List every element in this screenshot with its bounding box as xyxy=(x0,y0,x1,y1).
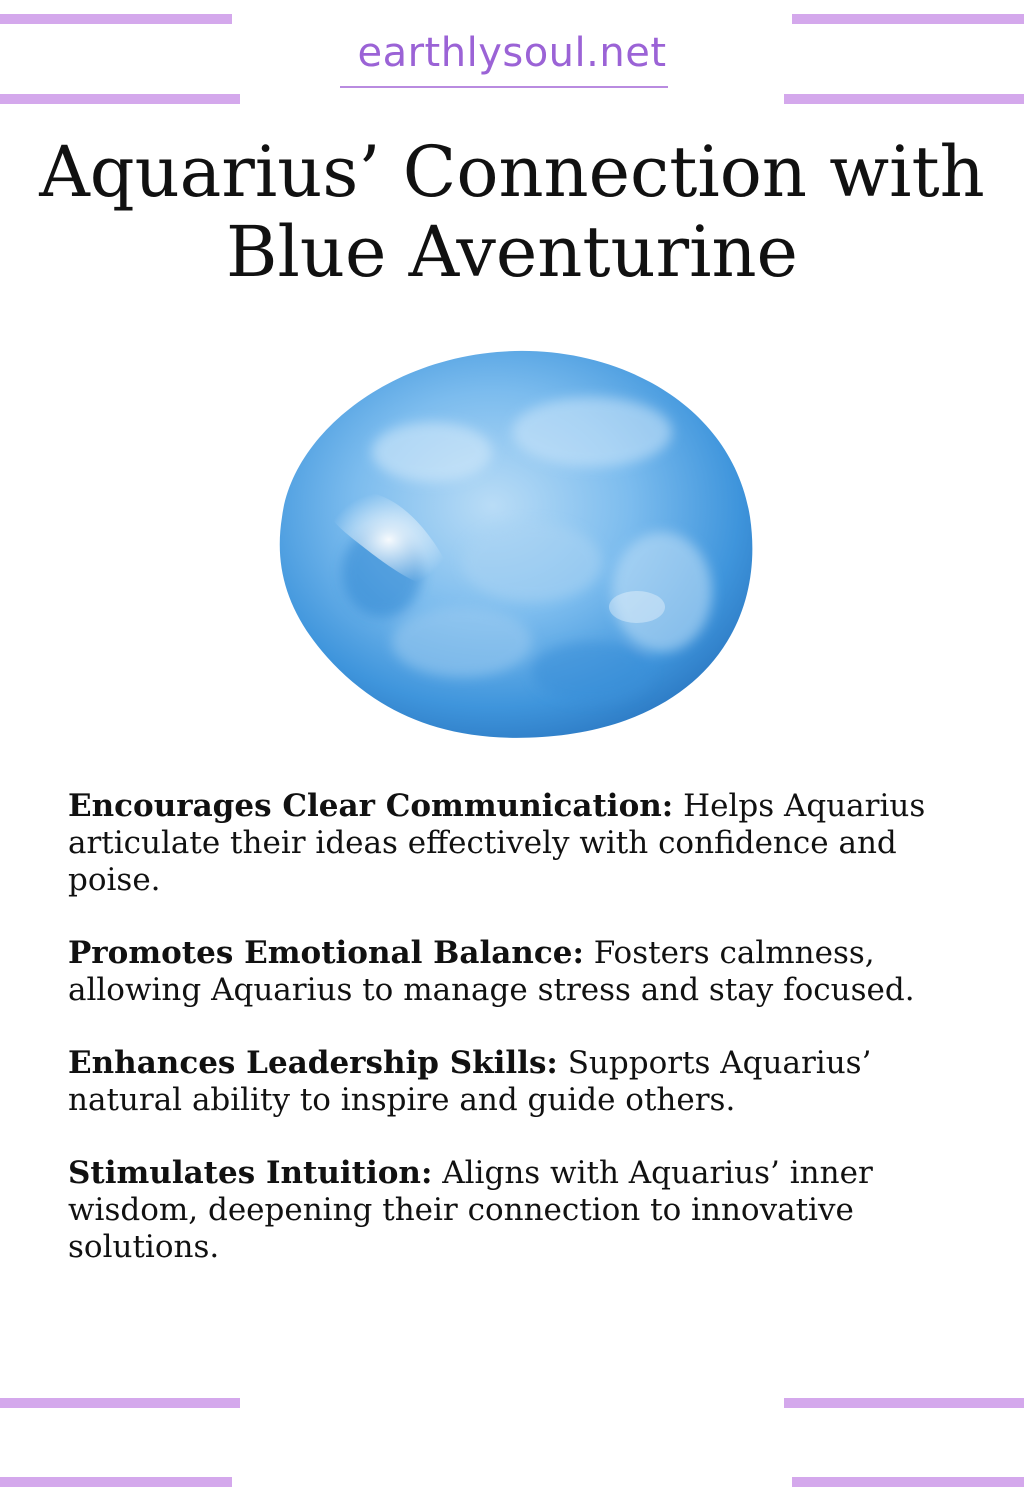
list-item xyxy=(68,1045,968,1119)
decor-bar-top-right-upper xyxy=(792,14,1024,24)
point-text: Fosters calmness, allowing Aquarius to manage stress and stay focused. xyxy=(68,935,915,1008)
brand-logo: earthlysoul.net xyxy=(357,30,667,76)
decor-bar-bottom-left-lower xyxy=(0,1477,232,1487)
point-heading: Promotes Emotional Balance: xyxy=(68,935,584,971)
list-item xyxy=(68,935,968,1009)
point-heading: Encourages Clear Communication: xyxy=(68,788,674,824)
blue-aventurine-stone-icon xyxy=(262,342,762,752)
decor-bar-top-left-lower xyxy=(0,94,240,104)
list-item xyxy=(68,1155,968,1266)
point-heading: Stimulates Intuition: xyxy=(68,1155,433,1191)
decor-bar-bottom-left-upper xyxy=(0,1398,240,1408)
title-line-2: Blue Aventurine xyxy=(226,211,798,293)
point-text: Aligns with Aquarius’ inner wisdom, deepening their connection to innovative solutions. xyxy=(68,1155,873,1265)
page-title xyxy=(20,132,1004,292)
decor-bar-top-right-lower xyxy=(784,94,1024,104)
title-line-1: Aquarius’ Connection with xyxy=(39,131,985,213)
point-heading: Enhances Leadership Skills: xyxy=(68,1045,558,1081)
decor-bar-top-left-upper xyxy=(0,14,232,24)
point-text: Supports Aquarius’ natural ability to inspire and guide others. xyxy=(68,1045,872,1118)
benefits-list xyxy=(68,788,968,1302)
decor-bar-bottom-right-lower xyxy=(792,1477,1024,1487)
point-text: Helps Aquarius articulate their ideas effectively with confidence and poise. xyxy=(68,788,926,898)
list-item xyxy=(68,788,968,899)
logo-underline xyxy=(340,86,668,88)
decor-bar-bottom-right-upper xyxy=(784,1398,1024,1408)
